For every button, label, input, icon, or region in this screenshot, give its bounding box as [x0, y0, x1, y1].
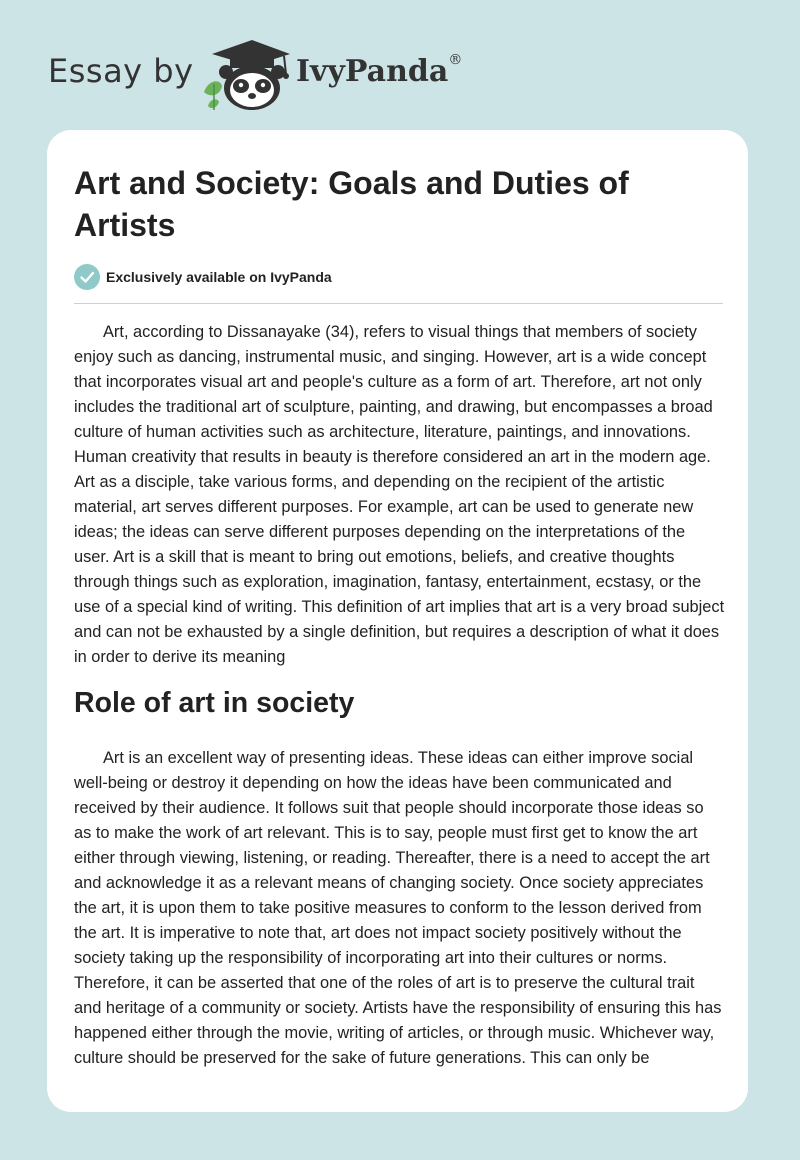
section-heading: Role of art in society	[74, 687, 355, 719]
brand-name[interactable]: IvyPanda®	[296, 52, 463, 89]
divider	[74, 303, 723, 304]
page-title: Art and Society: Goals and Duties of Artists	[74, 165, 629, 243]
exclusive-label: Exclusively available on IvyPanda	[106, 269, 332, 285]
site-header	[48, 34, 508, 110]
check-circle-icon	[74, 264, 100, 290]
exclusive-badge	[74, 264, 332, 290]
essay-card	[47, 130, 748, 1112]
essay-by-label: Essay by	[48, 52, 194, 90]
paragraph-intro: Art, according to Dissanayake (34), refers to visual things that members of society enjoy such as dancing, instrumental music, and singing. However, art is a wide concept that incorporates visual art and people's culture as a form of art. Therefore, art not only includes the traditional art of sculpture, painting, and drawing, but encompasses a broad culture of human activities such as architecture, literature, paintings, and innovations. Human creativity that results in beauty is therefore considered an art in the modern age. Art as a disciple, take various forms, and depending on the recipient of the artistic material, art serves different purposes. For example, art can be used to generate new ideas; the ideas can serve different purposes depending on the interpretations of the user. Art is a skill that is meant to bring out emotions, beliefs, and creative thoughts through things such as exploration, imagination, fantasy, entertainment, ecstasy, or the use of a special kind of writing. This definition of art implies that art is a very broad subject and can not be exhausted by a single definition, but requires a description of what it does in order to derive its meaning	[74, 323, 725, 666]
panda-graduate-icon[interactable]	[200, 36, 292, 112]
paragraph-role-of-art: Art is an excellent way of presenting ideas. These ideas can either improve social well-being or destroy it depending on how the ideas have been communicated and received by their audience. It follows suit that people should incorporate those ideas so as to make the work of art relevant. This is to say, people must first get to know the art either through viewing, listening, or reading. Thereafter, there is a need to accept the art and acknowledge it as a relevant means of changing society. Once society appreciates the art, it is upon them to take positive measures to conform to the lesson derived from the art. It is imperative to note that, art does not impact society positively without the society taking up the responsibility of incorporating art into their cultures or norms. Therefore, it can be asserted that one of the roles of art is to preserve the cultural trait and heritage of a community or society. Artists have the responsibility of ensuring this has happened either through the movie, writing of articles, or through music. Whichever way, culture should be preserved for the sake of future generations. This can only be	[74, 749, 722, 1067]
